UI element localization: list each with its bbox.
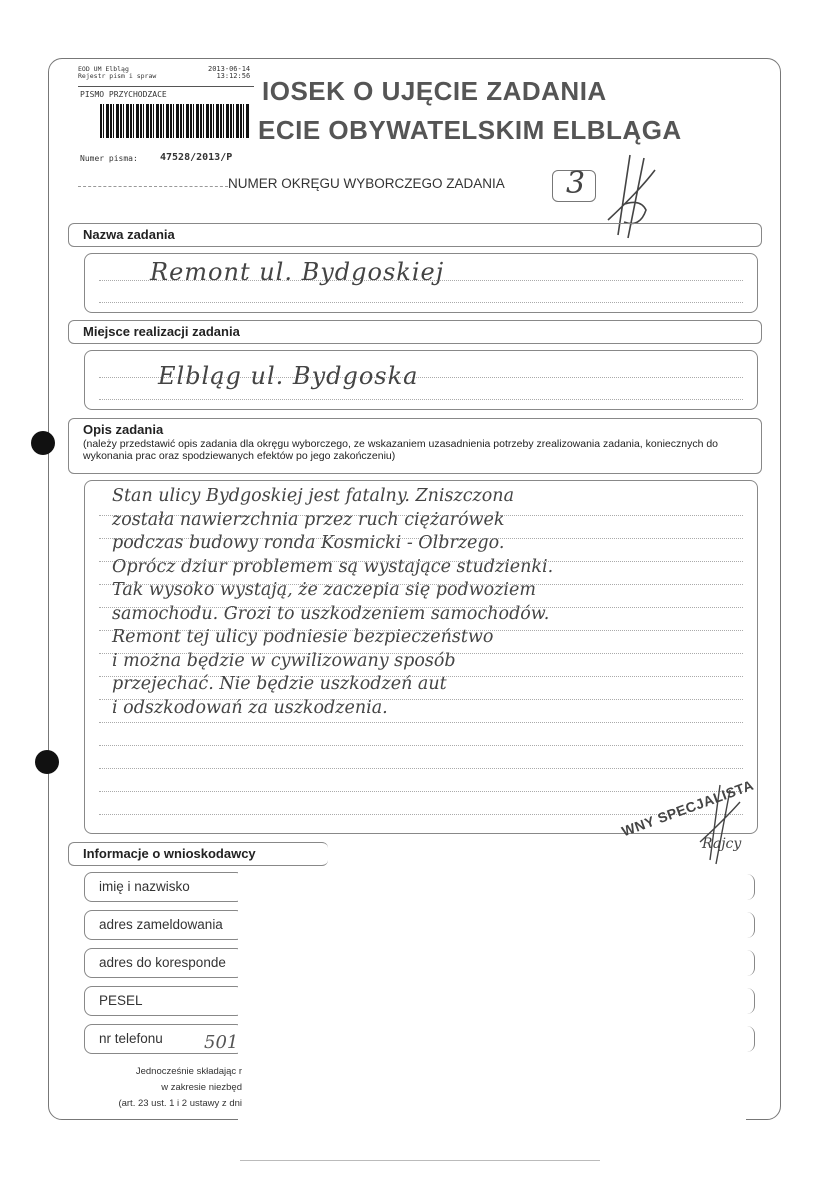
field-edge <box>742 1026 755 1052</box>
field-edge <box>742 874 755 900</box>
dotted-line <box>99 302 743 303</box>
form-title-line2: ECIE OBYWATELSKIM ELBLĄGA <box>258 115 682 145</box>
opis-line: podczas budowy ronda Kosmicki - Olbrzego. <box>112 533 505 553</box>
footer-line2: w zakresie niezbęd <box>161 1082 242 1093</box>
field-edge <box>742 988 755 1014</box>
dotted-line <box>99 745 743 746</box>
field-edge <box>742 950 755 976</box>
opis-line: i odszkodowań za uszkodzenia. <box>112 697 388 718</box>
footer-line3: (art. 23 ust. 1 i 2 ustawy z dni <box>118 1098 242 1109</box>
handwritten-signature <box>690 780 750 870</box>
opis-label: Opis zadania <box>83 422 164 437</box>
opis-line: Tak wysoko wystają, że zaczepia się podwoziem <box>112 580 536 600</box>
field-pesel[interactable]: PESEL <box>84 986 244 1016</box>
footer-consent <box>82 1064 242 1112</box>
dotted-line <box>99 722 743 723</box>
stamp-number: 47528/2013/P <box>160 152 233 163</box>
dotted-line <box>99 768 743 769</box>
opis-line: Remont tej ulicy podniesie bezpieczeństwo <box>112 627 494 647</box>
field-imie-nazwisko[interactable]: imię i nazwisko <box>84 872 244 902</box>
signature-label: Rajcy <box>702 836 742 852</box>
footer-line1: Jednocześnie składając r <box>135 1066 242 1077</box>
opis-line: i można będzie w cywilizowany sposób <box>112 650 456 671</box>
okreg-value: 3 <box>566 166 586 201</box>
stamp-divider <box>78 86 254 87</box>
specialist-stamp: WNY SPECJALISTA <box>619 776 756 840</box>
field-adres-zameldowania[interactable]: adres zameldowania <box>84 910 244 940</box>
field-right-edges <box>742 872 762 1072</box>
telefon-value: 501 <box>204 1032 239 1053</box>
opis-hint: (należy przedstawić opis zadania dla okręgu wyborczego, ze wskazaniem uzasadnienia potrzeby zrealizowania zadania, koniecznych do wykonania prac oraz spodziewanych efektów po jego zakończeniu) <box>83 438 719 462</box>
section-opis-header <box>68 418 762 474</box>
opis-line: samochodu. Grozi to uszkodzeniem samochodów. <box>112 603 550 624</box>
stamp-kind: PISMO PRZYCHODZACE <box>80 90 167 99</box>
stamp-number-label: Numer pisma: <box>80 154 138 163</box>
form-title-line1: IOSEK O UJĘCIE ZADANIA <box>262 76 607 106</box>
opis-line: przejechać. Nie będzie uszkodzeń aut <box>112 674 447 694</box>
nazwa-value: Remont ul. Bydgoskiej <box>150 258 445 286</box>
dotted-line <box>99 791 743 792</box>
stamp-date: 2013-06-14 <box>208 65 251 73</box>
registry-stamp <box>78 66 258 176</box>
stamp-time: 13:12:56 <box>216 72 251 80</box>
opis-line: Stan ulicy Bydgoskiej jest fatalny. Zniszczona <box>112 486 514 506</box>
punch-hole <box>35 750 59 774</box>
section-nazwa-header: Nazwa zadania <box>68 223 762 247</box>
redaction-block <box>238 868 746 1120</box>
opis-line: została nawierzchnia przez ruch ciężarówek <box>112 509 505 530</box>
field-edge <box>742 912 755 938</box>
dotted-line <box>99 399 743 400</box>
barcode <box>100 104 250 138</box>
miejsce-value: Elbląg ul. Bydgoska <box>158 362 419 390</box>
page-edge-line <box>240 1160 600 1161</box>
field-nr-telefonu[interactable]: nr telefonu <box>84 1024 244 1054</box>
field-adres-korespondencji[interactable]: adres do koresponde <box>84 948 244 978</box>
stamp-office-line1: EOD UM Elbląg <box>78 65 129 73</box>
stamp-office-line2: Rejestr pism i spraw <box>78 72 157 80</box>
okreg-label: NUMER OKRĘGU WYBORCZEGO ZADANIA <box>228 176 505 191</box>
opis-line: Oprócz dziur problemem są wystające studzienki. <box>112 556 554 577</box>
punch-hole <box>31 431 55 455</box>
section-miejsce-header: Miejsce realizacji zadania <box>68 320 762 344</box>
dashed-divider <box>78 186 228 187</box>
section-wnioskodawca-header: Informacje o wnioskodawcy <box>68 842 328 866</box>
opis-handwritten-text <box>112 485 752 720</box>
